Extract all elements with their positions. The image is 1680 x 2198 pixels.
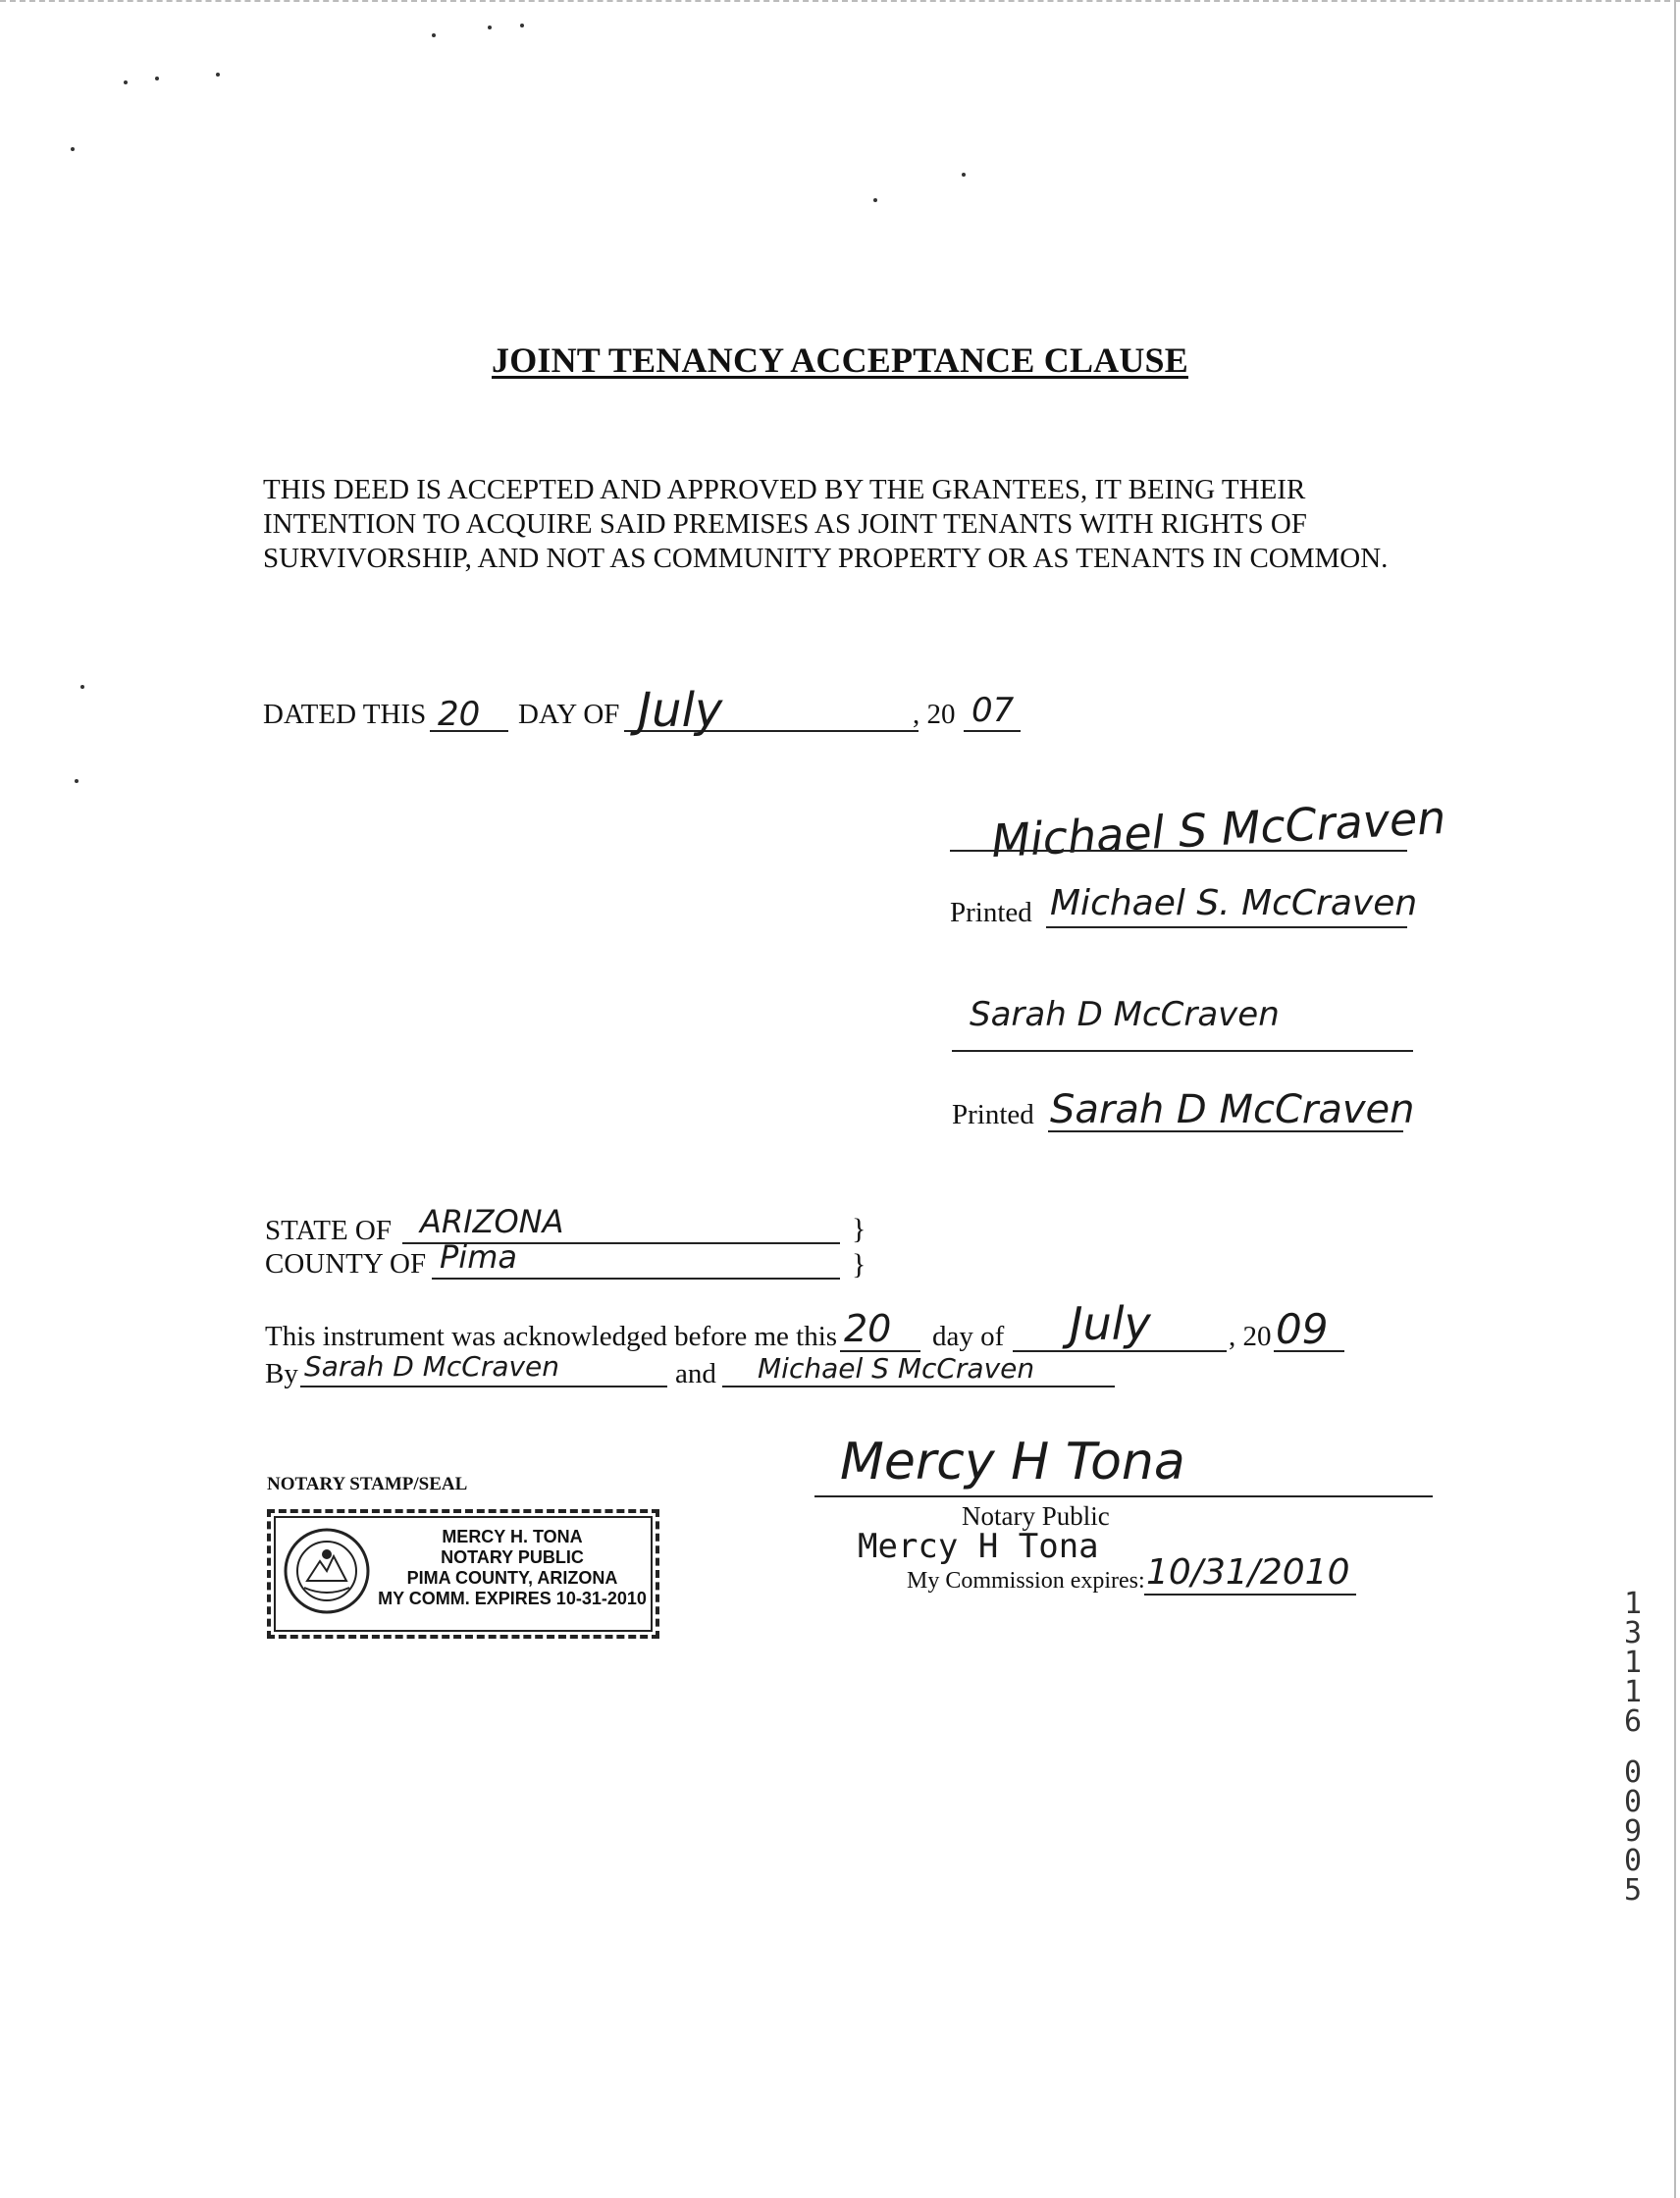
ack-year-prefix: , 20	[1229, 1321, 1272, 1352]
county-brace: }	[852, 1248, 866, 1281]
stamp-line: NOTARY PUBLIC	[441, 1547, 584, 1567]
state-brace: }	[852, 1213, 866, 1245]
state-label: STATE OF	[265, 1215, 392, 1246]
scan-speck	[71, 147, 75, 151]
scan-speck	[124, 80, 128, 84]
ack-year-handwritten: 09	[1276, 1305, 1329, 1353]
grantee-2-signature: Sarah D McCraven	[970, 995, 1280, 1034]
stamp-line: PIMA COUNTY, ARIZONA	[406, 1568, 618, 1588]
dated-year-line	[964, 730, 1021, 732]
by-name-1-line	[300, 1386, 667, 1387]
grantee-2-printed-label: Printed	[952, 1099, 1034, 1130]
stamp-text	[375, 1527, 650, 1609]
document-number-digit: 6	[1623, 1704, 1643, 1739]
commission-label: My Commission expires:	[907, 1568, 1145, 1594]
stamp-line: MY COMM. EXPIRES 10-31-2010	[378, 1589, 647, 1608]
document-number-digit: 3	[1623, 1616, 1643, 1650]
ack-month-handwritten: July	[1070, 1297, 1151, 1350]
dated-month-handwritten: July	[638, 683, 723, 738]
stamp-line: MERCY H. TONA	[442, 1527, 583, 1546]
scan-speck	[488, 26, 492, 29]
document-number-digit: 5	[1623, 1873, 1643, 1908]
notary-signature-line	[814, 1495, 1433, 1497]
scan-right-edge	[1674, 0, 1676, 2198]
county-label: COUNTY OF	[265, 1248, 427, 1280]
state-value-handwritten: ARIZONA	[420, 1203, 564, 1240]
document-number-digit: 1	[1623, 1675, 1643, 1709]
grantee-1-printed-name: Michael S. McCraven	[1050, 883, 1418, 923]
scan-speck	[873, 198, 877, 202]
ack-day-of: day of	[932, 1321, 1005, 1352]
commission-line	[1144, 1594, 1356, 1596]
scan-speck	[432, 33, 436, 37]
grantee-1-signature-line	[950, 850, 1407, 852]
document-number-digit: 9	[1623, 1814, 1643, 1849]
county-line	[432, 1278, 840, 1280]
dated-prefix: DATED THIS	[263, 699, 427, 730]
document-title: JOINT TENANCY ACCEPTANCE CLAUSE	[492, 340, 1188, 380]
notary-stamp	[267, 1509, 659, 1639]
notary-printed-name: Mercy H Tona	[858, 1527, 1099, 1566]
by-name-1-handwritten: Sarah D McCraven	[304, 1350, 560, 1383]
grantee-2-signature-line	[952, 1050, 1413, 1052]
document-number-digit: 0	[1623, 1785, 1643, 1819]
by-label: By	[265, 1358, 298, 1389]
grantee-1-printed-line	[1046, 926, 1407, 928]
commission-date-handwritten: 10/31/2010	[1146, 1552, 1350, 1593]
scan-speck	[80, 685, 84, 689]
paragraph-line: SURVIVORSHIP, AND NOT AS COMMUNITY PROPERTY OR AS TENANTS IN COMMON.	[263, 543, 1389, 574]
document-number-digit: 0	[1623, 1755, 1643, 1790]
grantee-1-printed-label: Printed	[950, 897, 1032, 928]
acceptance-paragraph	[263, 473, 1539, 576]
scan-speck	[520, 24, 524, 27]
paragraph-line: INTENTION TO ACQUIRE SAID PREMISES AS JOINT TENANTS WITH RIGHTS OF	[263, 508, 1307, 540]
notary-stamp-heading: NOTARY STAMP/SEAL	[267, 1474, 468, 1494]
dated-year-prefix: , 20	[913, 699, 956, 730]
paragraph-line: THIS DEED IS ACCEPTED AND APPROVED BY THE GRANTEES, IT BEING THEIR	[263, 474, 1306, 505]
document-number-digit: 1	[1623, 1646, 1643, 1680]
arizona-seal-icon	[283, 1527, 371, 1615]
document-number-digit: 0	[1623, 1844, 1643, 1878]
ack-day-handwritten: 20	[844, 1307, 892, 1350]
scan-top-edge	[0, 0, 1680, 4]
dated-day-of: DAY OF	[518, 699, 620, 730]
scan-speck	[216, 73, 220, 77]
by-name-2-line	[722, 1386, 1115, 1387]
dated-year-handwritten: 07	[971, 691, 1015, 730]
document-number	[1613, 1587, 1653, 1908]
dated-day-handwritten: 20	[438, 695, 481, 734]
scan-speck	[75, 779, 79, 783]
notary-signature: Mercy H Tona	[840, 1433, 1185, 1492]
and-label: and	[675, 1358, 716, 1389]
grantee-1-signature: Michael S McCraven	[989, 790, 1447, 868]
acknowledgment-text: This instrument was acknowledged before me this	[265, 1321, 838, 1352]
document-number-digit: 1	[1623, 1587, 1643, 1621]
county-value-handwritten: Pima	[440, 1238, 517, 1276]
scan-speck	[962, 173, 966, 177]
scan-speck	[155, 77, 159, 80]
notary-title: Notary Public	[962, 1501, 1110, 1531]
by-name-2-handwritten: Michael S McCraven	[758, 1352, 1035, 1385]
ack-month-line	[1013, 1350, 1227, 1352]
grantee-2-printed-name: Sarah D McCraven	[1050, 1087, 1415, 1132]
